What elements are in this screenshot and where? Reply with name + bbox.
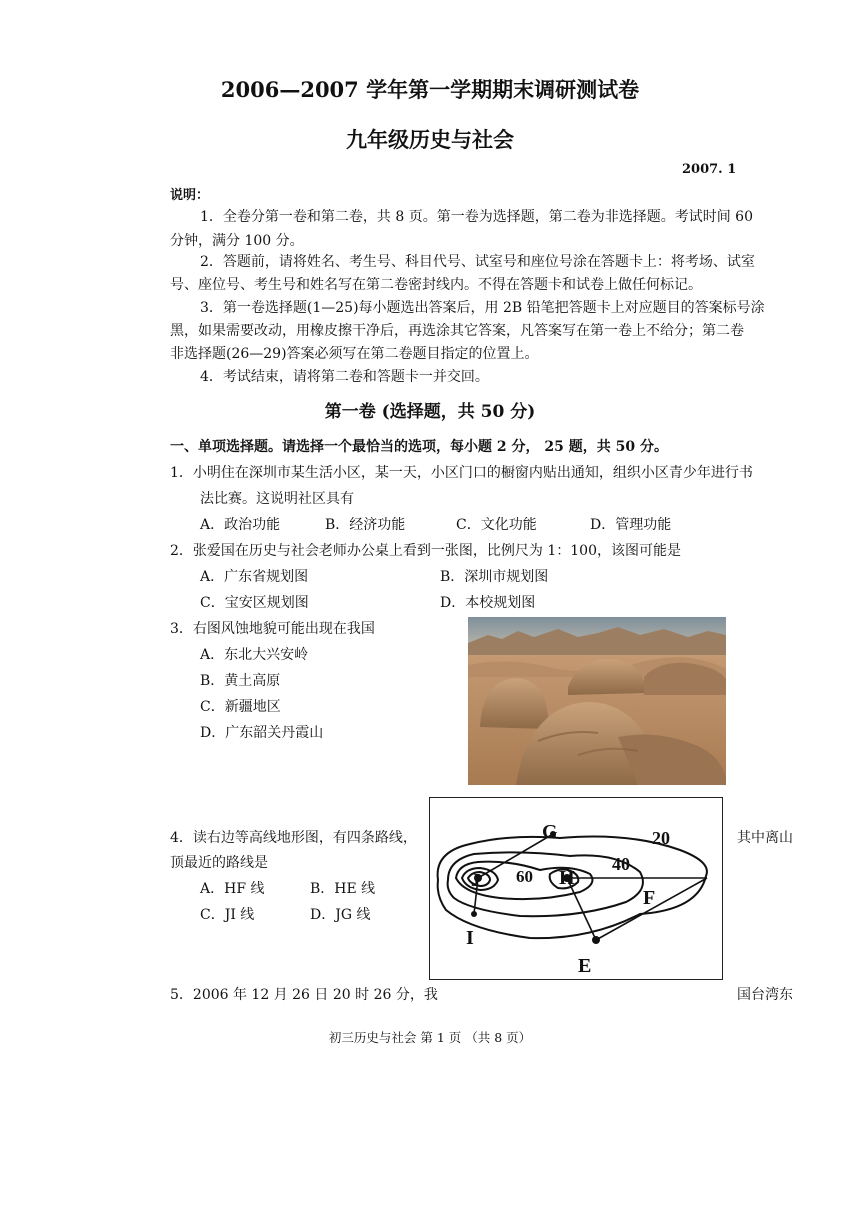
- q4-option-a: A．HF 线: [200, 881, 265, 897]
- q3-option-a: A．东北大兴安岭: [200, 647, 309, 663]
- q3-option-d: D．广东韶关丹霞山: [200, 725, 324, 741]
- map-label-40: 40: [612, 854, 630, 874]
- q5-stem-left: 5．2006 年 12 月 26 日 20 时 26 分，我: [170, 987, 438, 1003]
- map-label-e: E: [578, 955, 592, 977]
- q1-option-d: D．管理功能: [590, 517, 672, 533]
- note-3-line-2: 黑，如果需要改动，用橡皮擦干净后，再选涂其它答案，凡答案写在第一卷上不给分；第二卷: [170, 323, 744, 339]
- note-2-line-2: 号、座位号、考生号和姓名写在第二卷密封线内。不得在答题卡和试卷上做任何标记。: [170, 277, 702, 293]
- note-2-line-1: 2．答题前，请将姓名、考生号、科目代号、试室号和座位号涂在答题卡上：将考场、试室: [200, 254, 755, 270]
- note-1-line-2: 分钟，满分 100 分。: [170, 233, 304, 249]
- q3-option-c: C．新疆地区: [200, 699, 281, 715]
- q1-option-a: A．政治功能: [200, 517, 281, 533]
- q4-option-d: D．JG 线: [310, 907, 371, 923]
- q3-option-b: B．黄土高原: [200, 673, 281, 689]
- q4-option-b: B．HE 线: [310, 881, 376, 897]
- q5-stem-right: 国台湾东: [737, 987, 793, 1003]
- q3-stem: 3．右图风蚀地貌可能出现在我国: [170, 621, 375, 637]
- exam-date: 2007. 1: [682, 162, 737, 177]
- q4-stem-line-1: 4．读右边等高线地形图，有四条路线，: [170, 830, 417, 846]
- q2-option-a: A．广东省规划图: [200, 569, 309, 585]
- map-label-j: J: [471, 870, 480, 890]
- note-1-line-1: 1．全卷分第一卷和第二卷，共 8 页。第一卷为选择题，第二卷为非选择题。考试时间 60: [200, 209, 753, 225]
- q4-stem-line-2: 顶最近的路线是: [170, 855, 268, 871]
- map-label-i: I: [466, 927, 474, 949]
- section-instruction: 一、单项选择题。请选择一个最恰当的选项，每小题 2 分， 25 题，共 50 分。: [170, 439, 668, 455]
- map-label-g: G: [542, 821, 558, 843]
- note-3-line-3: 非选择题(26—29)答案必须写在第二卷题目指定的位置上。: [170, 346, 539, 362]
- map-label-60: 60: [516, 867, 533, 886]
- q4-stem-line-1-continued: 其中离山: [737, 830, 793, 846]
- q2-stem: 2．张爱国在历史与社会老师办公桌上看到一张图，比例尺为 1：100，该图可能是: [170, 543, 681, 559]
- section-title: 第一卷 (选择题，共 50 分): [324, 402, 536, 422]
- note-3-line-1: 3．第一卷选择题(1—25)每小题选出答案后，用 2B 铅笔把答题卡上对应题目的答案标号涂: [200, 300, 765, 316]
- map-label-h: H: [559, 867, 575, 889]
- page-footer: 初三历史与社会 第 1 页 （共 8 页）: [328, 1030, 532, 1045]
- note-4: 4．考试结束，请将第二卷和答题卡一并交回。: [200, 369, 489, 385]
- map-label-f: F: [643, 887, 656, 909]
- wind-erosion-landform-photo: [468, 617, 726, 785]
- q1-option-c: C．文化功能: [456, 517, 537, 533]
- map-label-20: 20: [652, 828, 670, 848]
- q2-option-b: B．深圳市规划图: [440, 569, 549, 585]
- q1-option-b: B．经济功能: [325, 517, 406, 533]
- exam-title: 2006—2007 学年第一学期期末调研测试卷: [220, 77, 640, 102]
- notes-heading: 说明：: [170, 188, 210, 203]
- q2-option-d: D．本校规划图: [440, 595, 536, 611]
- q1-stem-line-1: 1．小明住在深圳市某生活小区，某一天，小区门口的橱窗内贴出通知，组织小区青少年进行书: [170, 465, 753, 481]
- q2-option-c: C．宝安区规划图: [200, 595, 309, 611]
- exam-subtitle: 九年级历史与社会: [346, 127, 514, 152]
- q1-stem-line-2: 法比赛。这说明社区具有: [200, 491, 354, 507]
- contour-map: [429, 797, 723, 980]
- q4-option-c: C．JI 线: [200, 907, 255, 923]
